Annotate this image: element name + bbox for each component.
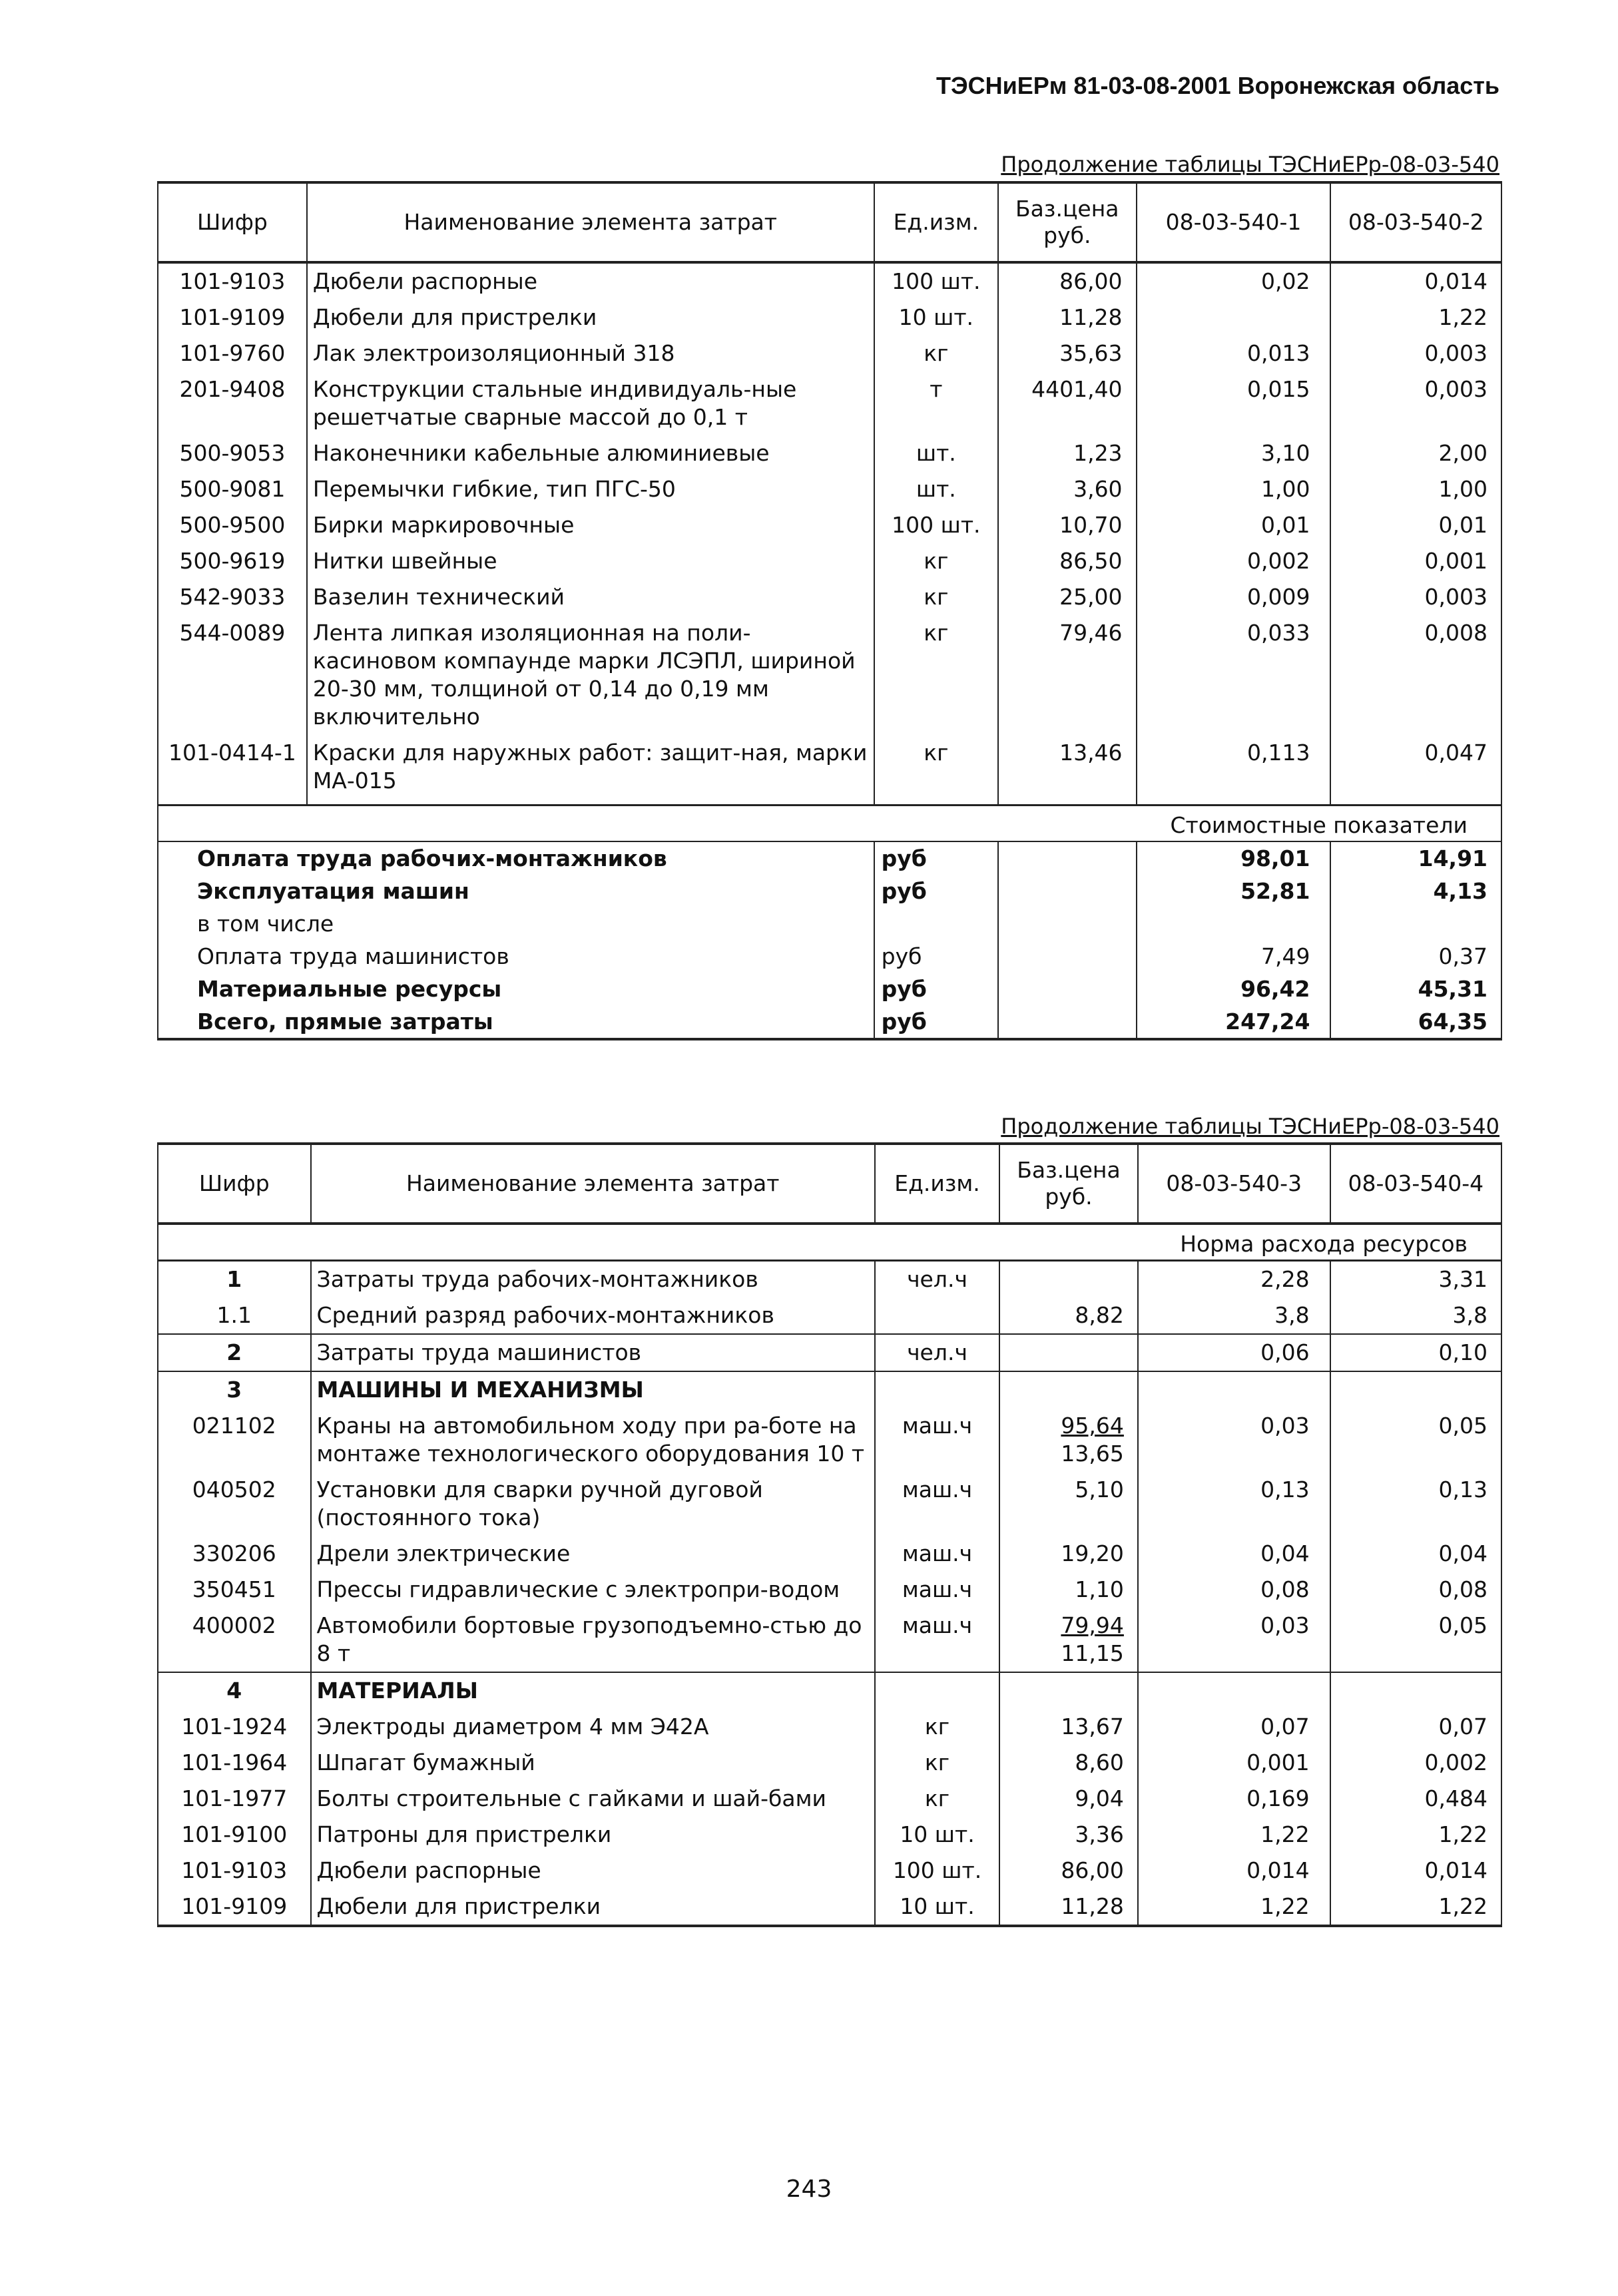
cell-price: 1,10 <box>999 1572 1138 1608</box>
cell-name: Затраты труда рабочих-монтажников <box>311 1261 875 1298</box>
cell-value: 0,003 <box>1330 579 1501 615</box>
cell-name: Установки для сварки ручной дуговой (постоянного тока) <box>311 1472 875 1536</box>
table-row <box>158 543 1501 579</box>
cell-price <box>999 1672 1138 1709</box>
cell-price <box>998 907 1137 940</box>
price-denominator: 13,65 <box>1061 1441 1124 1467</box>
col-header: Наименование элемента затрат <box>307 182 874 262</box>
cell-name: Дрели электрические <box>311 1536 875 1572</box>
cell-value: 14,91 <box>1330 841 1501 875</box>
summary-row <box>158 1005 1501 1039</box>
cell-name: Нитки швейные <box>307 543 874 579</box>
cell-value: 2,28 <box>1138 1261 1330 1298</box>
cell-unit: кг <box>874 336 998 371</box>
cell-value: 0,08 <box>1138 1572 1330 1608</box>
cell-code: 330206 <box>158 1536 311 1572</box>
cell-value: 64,35 <box>1330 1005 1501 1039</box>
cell-price: 19,20 <box>999 1536 1138 1572</box>
section-row <box>158 1224 1501 1261</box>
cell-name: Патроны для пристрелки <box>311 1817 875 1853</box>
cell-unit: маш.ч <box>875 1408 999 1472</box>
cell-value: 4,13 <box>1330 875 1501 907</box>
cell-value: 2,00 <box>1330 435 1501 471</box>
cell-unit: маш.ч <box>875 1472 999 1536</box>
cell-value: 3,8 <box>1138 1297 1330 1334</box>
cell-unit: кг <box>875 1781 999 1817</box>
price-fraction <box>1061 1612 1123 1668</box>
cell-value: 7,49 <box>1137 940 1331 973</box>
cell-unit: кг <box>874 735 998 805</box>
cell-price <box>999 1261 1138 1298</box>
cell-value: 3,31 <box>1330 1261 1501 1298</box>
table2-caption: Продолжение таблицы ТЭСНиЕРр-08-03-540 <box>1001 1114 1499 1139</box>
cell-code: 350451 <box>158 1572 311 1608</box>
cell-price <box>998 973 1137 1005</box>
cell-value <box>1137 300 1331 336</box>
cell-value: 1,22 <box>1330 300 1501 336</box>
cell-unit: маш.ч <box>875 1608 999 1672</box>
cell-code: 101-9109 <box>158 1889 311 1926</box>
table-row <box>158 1608 1501 1672</box>
cell-unit: кг <box>874 615 998 735</box>
cell-code: 021102 <box>158 1408 311 1472</box>
table-row <box>158 507 1501 543</box>
cell-price: 86,50 <box>998 543 1137 579</box>
table2 <box>157 1142 1502 1927</box>
cell-name: Шпагат бумажный <box>311 1745 875 1781</box>
table-row <box>158 371 1501 435</box>
cell-unit: 100 шт. <box>874 262 998 300</box>
cell-unit: 100 шт. <box>875 1853 999 1889</box>
table-row <box>158 1853 1501 1889</box>
cell-unit: шт. <box>874 435 998 471</box>
cell-price: 1,23 <box>998 435 1137 471</box>
table-row <box>158 1371 1501 1408</box>
cell-code: 101-1977 <box>158 1781 311 1817</box>
cell-name: Краски для наружных работ: защит-ная, марки МА-015 <box>307 735 874 805</box>
cell-code: 400002 <box>158 1608 311 1672</box>
col-header: Ед.изм. <box>875 1144 999 1224</box>
table1-caption: Продолжение таблицы ТЭСНиЕРр-08-03-540 <box>1001 152 1499 177</box>
cell-value: 96,42 <box>1137 973 1331 1005</box>
cell-code: 500-9081 <box>158 471 307 507</box>
cell-unit <box>875 1371 999 1408</box>
price-numerator: 95,64 <box>1061 1413 1124 1439</box>
cell-value: 0,014 <box>1330 1853 1501 1889</box>
cell-price <box>998 841 1137 875</box>
table-row <box>158 1261 1501 1298</box>
col-header: Баз.цена руб. <box>998 182 1137 262</box>
col-header: 08-03-540-3 <box>1138 1144 1330 1224</box>
summary-row <box>158 940 1501 973</box>
cell-name: Краны на автомобильном ходу при ра-боте на монтаже технологического оборудования 10 т <box>311 1408 875 1472</box>
cell-value: 1,00 <box>1137 471 1331 507</box>
cell-value: 3,10 <box>1137 435 1331 471</box>
cell-value: 0,113 <box>1137 735 1331 805</box>
cell-name: Материальные ресурсы <box>158 973 874 1005</box>
cell-value: 1,22 <box>1330 1817 1501 1853</box>
section-label: Норма расхода ресурсов <box>158 1224 1501 1261</box>
summary-row <box>158 841 1501 875</box>
cell-name: Вазелин технический <box>307 579 874 615</box>
table-row <box>158 1709 1501 1745</box>
cell-value: 0,003 <box>1330 371 1501 435</box>
cell-value: 0,13 <box>1138 1472 1330 1536</box>
cell-value <box>1330 1672 1501 1709</box>
cell-name: Лак электроизоляционный 318 <box>307 336 874 371</box>
cell-value: 0,05 <box>1330 1408 1501 1472</box>
cell-value: 1,22 <box>1138 1889 1330 1926</box>
col-header: Шифр <box>158 182 307 262</box>
cell-unit: чел.ч <box>875 1334 999 1371</box>
cell-value: 0,003 <box>1330 336 1501 371</box>
cell-value: 0,014 <box>1330 262 1501 300</box>
cell-value: 0,169 <box>1138 1781 1330 1817</box>
col-header: Баз.цена руб. <box>999 1144 1138 1224</box>
cell-unit <box>875 1297 999 1334</box>
table-row <box>158 1408 1501 1472</box>
cell-price <box>999 1408 1138 1472</box>
cell-unit: кг <box>875 1745 999 1781</box>
cell-price: 3,60 <box>998 471 1137 507</box>
cell-name: МАТЕРИАЛЫ <box>311 1672 875 1709</box>
cell-value: 0,04 <box>1330 1536 1501 1572</box>
cell-value: 3,8 <box>1330 1297 1501 1334</box>
cell-unit <box>875 1672 999 1709</box>
cell-code: 101-1964 <box>158 1745 311 1781</box>
cell-code: 500-9500 <box>158 507 307 543</box>
cell-value: 0,07 <box>1138 1709 1330 1745</box>
cell-code: 2 <box>158 1334 311 1371</box>
cell-price: 25,00 <box>998 579 1137 615</box>
cell-unit: кг <box>874 543 998 579</box>
table-row <box>158 1572 1501 1608</box>
cell-unit: кг <box>875 1709 999 1745</box>
table-row <box>158 435 1501 471</box>
cell-code: 101-9103 <box>158 262 307 300</box>
table-row <box>158 1781 1501 1817</box>
col-header: 08-03-540-2 <box>1330 182 1501 262</box>
cell-name: Автомобили бортовые грузоподъемно-стью до 8 т <box>311 1608 875 1672</box>
cell-value: 0,08 <box>1330 1572 1501 1608</box>
cell-value: 0,01 <box>1330 507 1501 543</box>
cell-value: 0,01 <box>1137 507 1331 543</box>
cell-unit: руб <box>874 940 998 973</box>
table-row <box>158 1472 1501 1536</box>
cell-name: МАШИНЫ И МЕХАНИЗМЫ <box>311 1371 875 1408</box>
cell-price: 11,28 <box>999 1889 1138 1926</box>
cell-code: 101-9103 <box>158 1853 311 1889</box>
cell-name: Электроды диаметром 4 мм Э42А <box>311 1709 875 1745</box>
cell-value: 0,03 <box>1138 1408 1330 1472</box>
cell-value: 0,001 <box>1138 1745 1330 1781</box>
table-row <box>158 471 1501 507</box>
cell-price: 35,63 <box>998 336 1137 371</box>
cell-price <box>999 1371 1138 1408</box>
cell-value <box>1330 1371 1501 1408</box>
cell-price <box>999 1608 1138 1672</box>
cell-code: 4 <box>158 1672 311 1709</box>
cell-value <box>1330 907 1501 940</box>
cell-name: Оплата труда машинистов <box>158 940 874 973</box>
cell-value: 0,002 <box>1330 1745 1501 1781</box>
cell-name: в том числе <box>158 907 874 940</box>
table-row <box>158 262 1501 300</box>
cell-name: Дюбели для пристрелки <box>307 300 874 336</box>
cell-value: 0,002 <box>1137 543 1331 579</box>
cell-unit: руб <box>874 1005 998 1039</box>
cell-value: 0,047 <box>1330 735 1501 805</box>
col-header: 08-03-540-4 <box>1330 1144 1501 1224</box>
cell-price: 79,46 <box>998 615 1137 735</box>
col-header: Шифр <box>158 1144 311 1224</box>
price-numerator: 79,94 <box>1061 1612 1124 1638</box>
cell-code: 101-9760 <box>158 336 307 371</box>
table1-header-row <box>158 182 1501 262</box>
cell-value: 1,00 <box>1330 471 1501 507</box>
cell-price <box>998 940 1137 973</box>
cell-value: 0,484 <box>1330 1781 1501 1817</box>
cell-unit: 100 шт. <box>874 507 998 543</box>
cell-price <box>998 1005 1137 1039</box>
cell-value: 0,37 <box>1330 940 1501 973</box>
cell-value: 0,009 <box>1137 579 1331 615</box>
cell-price: 11,28 <box>998 300 1137 336</box>
cell-unit: руб <box>874 973 998 1005</box>
cell-price: 10,70 <box>998 507 1137 543</box>
cell-price: 4401,40 <box>998 371 1137 435</box>
table-row <box>158 1672 1501 1709</box>
price-fraction <box>1061 1412 1123 1468</box>
cell-unit: руб <box>874 841 998 875</box>
cell-code: 101-1924 <box>158 1709 311 1745</box>
cell-unit: шт. <box>874 471 998 507</box>
section-label: Стоимостные показатели <box>158 805 1501 842</box>
cell-unit: маш.ч <box>875 1536 999 1572</box>
cell-price: 86,00 <box>999 1853 1138 1889</box>
price-denominator: 11,15 <box>1061 1640 1124 1666</box>
cell-value: 1,22 <box>1330 1889 1501 1926</box>
cell-unit <box>874 907 998 940</box>
cell-code: 040502 <box>158 1472 311 1536</box>
summary-row <box>158 973 1501 1005</box>
col-header: 08-03-540-1 <box>1137 182 1331 262</box>
cell-name: Болты строительные с гайками и шай-бами <box>311 1781 875 1817</box>
cell-unit: маш.ч <box>875 1572 999 1608</box>
cell-value: 0,013 <box>1137 336 1331 371</box>
cell-value: 0,02 <box>1137 262 1331 300</box>
summary-row <box>158 907 1501 940</box>
cell-name: Конструкции стальные индивидуаль-ные решетчатые сварные массой до 0,1 т <box>307 371 874 435</box>
cell-value: 0,04 <box>1138 1536 1330 1572</box>
page-number: 243 <box>786 2176 832 2203</box>
cell-name: Лента липкая изоляционная на поли-касиновом компаунде марки ЛСЭПЛ, шириной 20-30 мм, толщиной от 0,14 до 0,19 мм включительно <box>307 615 874 735</box>
cell-name: Перемычки гибкие, тип ПГС-50 <box>307 471 874 507</box>
cell-value <box>1138 1371 1330 1408</box>
summary-row <box>158 875 1501 907</box>
cell-unit: т <box>874 371 998 435</box>
cell-value: 1,22 <box>1138 1817 1330 1853</box>
col-header: Ед.изм. <box>874 182 998 262</box>
cell-value: 45,31 <box>1330 973 1501 1005</box>
cell-name: Всего, прямые затраты <box>158 1005 874 1039</box>
cell-price: 13,46 <box>998 735 1137 805</box>
cell-price: 8,60 <box>999 1745 1138 1781</box>
cell-value: 0,033 <box>1137 615 1331 735</box>
cell-code: 1 <box>158 1261 311 1298</box>
table-row <box>158 1889 1501 1926</box>
table-row <box>158 579 1501 615</box>
table-row <box>158 1297 1501 1334</box>
col-header: Наименование элемента затрат <box>311 1144 875 1224</box>
table-row <box>158 735 1501 805</box>
cell-value <box>1138 1672 1330 1709</box>
cell-value: 0,03 <box>1138 1608 1330 1672</box>
cell-value: 52,81 <box>1137 875 1331 907</box>
cell-code: 101-9100 <box>158 1817 311 1853</box>
cell-price <box>999 1334 1138 1371</box>
cell-name: Эксплуатация машин <box>158 875 874 907</box>
cell-value: 0,05 <box>1330 1608 1501 1672</box>
cell-unit: 10 шт. <box>875 1817 999 1853</box>
cell-code: 101-0414-1 <box>158 735 307 805</box>
table-row <box>158 1817 1501 1853</box>
cell-name: Оплата труда рабочих-монтажников <box>158 841 874 875</box>
cell-name: Бирки маркировочные <box>307 507 874 543</box>
document-header: ТЭСНиЕРм 81-03-08-2001 Воронежская область <box>936 72 1499 99</box>
cell-name: Дюбели распорные <box>311 1853 875 1889</box>
cell-code: 500-9619 <box>158 543 307 579</box>
table-row <box>158 336 1501 371</box>
cell-price <box>998 875 1137 907</box>
cell-unit: 10 шт. <box>874 300 998 336</box>
cell-name: Затраты труда машинистов <box>311 1334 875 1371</box>
cell-unit: чел.ч <box>875 1261 999 1298</box>
cell-unit: руб <box>874 875 998 907</box>
cell-value: 0,10 <box>1330 1334 1501 1371</box>
cell-value: 0,008 <box>1330 615 1501 735</box>
table1 <box>157 181 1502 1040</box>
cell-value: 247,24 <box>1137 1005 1331 1039</box>
cell-value <box>1137 907 1331 940</box>
table-row <box>158 1745 1501 1781</box>
cell-code: 3 <box>158 1371 311 1408</box>
cell-code: 201-9408 <box>158 371 307 435</box>
cell-name: Прессы гидравлические с электропри-водом <box>311 1572 875 1608</box>
cell-name: Наконечники кабельные алюминиевые <box>307 435 874 471</box>
table-row <box>158 1334 1501 1371</box>
table2-header-row <box>158 1144 1501 1224</box>
section-row <box>158 805 1501 842</box>
table-row <box>158 300 1501 336</box>
table-row <box>158 1536 1501 1572</box>
cell-price: 5,10 <box>999 1472 1138 1536</box>
cell-value: 0,13 <box>1330 1472 1501 1536</box>
cell-value: 0,07 <box>1330 1709 1501 1745</box>
cell-unit: 10 шт. <box>875 1889 999 1926</box>
cell-name: Средний разряд рабочих-монтажников <box>311 1297 875 1334</box>
cell-name: Дюбели для пристрелки <box>311 1889 875 1926</box>
cell-price: 3,36 <box>999 1817 1138 1853</box>
cell-code: 1.1 <box>158 1297 311 1334</box>
cell-value: 0,015 <box>1137 371 1331 435</box>
cell-code: 544-0089 <box>158 615 307 735</box>
cell-code: 500-9053 <box>158 435 307 471</box>
cell-code: 101-9109 <box>158 300 307 336</box>
cell-value: 0,014 <box>1138 1853 1330 1889</box>
cell-price: 13,67 <box>999 1709 1138 1745</box>
table-row <box>158 615 1501 735</box>
cell-price: 8,82 <box>999 1297 1138 1334</box>
cell-value: 98,01 <box>1137 841 1331 875</box>
cell-code: 542-9033 <box>158 579 307 615</box>
cell-unit: кг <box>874 579 998 615</box>
cell-price: 9,04 <box>999 1781 1138 1817</box>
cell-price: 86,00 <box>998 262 1137 300</box>
cell-value: 0,06 <box>1138 1334 1330 1371</box>
cell-value: 0,001 <box>1330 543 1501 579</box>
cell-name: Дюбели распорные <box>307 262 874 300</box>
